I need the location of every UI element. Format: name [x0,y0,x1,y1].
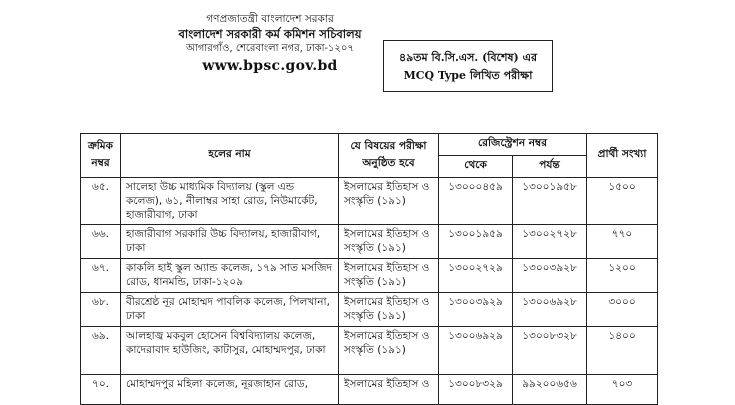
exam-title-line1: ৪৯তম বি.সি.এস. (বিশেষ) এর [398,51,538,64]
row-candidates: ৩০০০ [587,293,658,327]
table-row [81,178,658,225]
exam-title-box [383,40,553,92]
header-subject: যে বিষয়ের পরীক্ষা অনুষ্ঠিত হবে [339,134,439,178]
row-serial: ৬৬. [81,225,121,259]
row-reg-to: ৯৯২০০৬৫৬ [513,375,587,405]
row-subject: ইসলামের ইতিহাস ও সংস্কৃতি (১৯১) [339,225,439,259]
row-candidates: ১২০০ [587,259,658,293]
commission-name: বাংলাদেশ সরকারী কর্ম কমিশন সচিবালয় [178,27,362,41]
row-reg-from: ১৩০০১৯৫৯ [439,225,513,259]
table-row [81,327,658,375]
row-candidates: ১৪০০ [587,327,658,375]
row-hall: বীরশ্রেষ্ঠ নূর মোহাম্মদ পাবলিক কলেজ, পিলখানা, ঢাকা [121,293,339,327]
row-candidates: ৭৭০ [587,225,658,259]
header-registration: রেজিস্ট্রেশন নম্বর [439,134,587,156]
table-row [81,225,658,259]
row-subject: ইসলামের ইতিহাস ও সংস্কৃতি (১৯১) [339,259,439,293]
row-hall: আলহাজ্ব মকবুল হোসেন বিশ্ববিদ্যালয় কলেজ, কাদেরাবাদ হাউজিং, কাটাসুর, মোহাম্মদপুর, ঢাকা [121,327,339,375]
header-to: পর্যন্ত [513,156,587,178]
header-from: থেকে [439,156,513,178]
government-name: গণপ্রজাতন্ত্রী বাংলাদেশ সরকার [206,13,334,25]
row-reg-from: ১৩০০৬৯২৯ [439,327,513,375]
row-reg-to: ১৩০০৬৯২৮ [513,293,587,327]
header-serial: ক্রমিক নম্বর [81,134,121,178]
table-row [81,259,658,293]
row-hall: সালেহা উচ্চ মাধ্যমিক বিদ্যালয় (স্কুল এন্ড কলেজ), ৬১, নীলাম্বর সাহা রোড, নিউমার্কেট, হাজারীবাগ, ঢাকা [121,178,339,225]
row-subject: ইসলামের ইতিহাস ও [339,375,439,405]
row-reg-to: ১৩০০৩৯২৮ [513,259,587,293]
row-subject: ইসলামের ইতিহাস ও সংস্কৃতি (১৯১) [339,293,439,327]
row-serial: ৭০. [81,375,121,405]
exam-hall-table [80,133,658,405]
row-reg-from: ১৩০০০৪৫৯ [439,178,513,225]
row-hall: কাকলি হাই স্কুল অ্যান্ড কলেজ, ১৭৯ সাত মসজিদ রোড, ধানমন্ডি, ঢাকা-১২০৯ [121,259,339,293]
row-serial: ৬৭. [81,259,121,293]
exam-title-line2: MCQ Type লিখিত পরীক্ষা [403,69,533,82]
row-subject: ইসলামের ইতিহাস ও সংস্কৃতি (১৯১) [339,178,439,225]
row-candidates: ১৫০০ [587,178,658,225]
commission-website: www.bpsc.gov.bd [202,58,338,74]
row-reg-from: ১৩০০২৭২৯ [439,259,513,293]
row-reg-to: ১৩০০২৭২৮ [513,225,587,259]
row-hall: হাজারীবাগ সরকারি উচ্চ বিদ্যালয়, হাজারীবাগ, ঢাকা [121,225,339,259]
row-reg-to: ১৩০০৮৩২৮ [513,327,587,375]
document-header [0,0,735,120]
row-reg-from: ১৩০০৮৩২৯ [439,375,513,405]
organization-block [150,12,390,76]
row-serial: ৬৫. [81,178,121,225]
row-reg-from: ১৩০০৩৯২৯ [439,293,513,327]
row-subject: ইসলামের ইতিহাস ও সংস্কৃতি (১৯১) [339,327,439,375]
table-row [81,293,658,327]
row-hall: মোহাম্মদপুর মহিলা কলেজ, নূরজাহান রোড, [121,375,339,405]
row-reg-to: ১৩০০১৯৫৮ [513,178,587,225]
row-serial: ৬৯. [81,327,121,375]
table-row [81,375,658,405]
commission-address: আগারগাঁও, শেরেবাংলা নগর, ঢাকা-১২০৭ [186,43,354,54]
header-candidates: প্রার্থী সংখ্যা [587,134,658,178]
header-hall-name: হলের নাম [121,134,339,178]
row-serial: ৬৮. [81,293,121,327]
row-candidates: ৭০৩ [587,375,658,405]
